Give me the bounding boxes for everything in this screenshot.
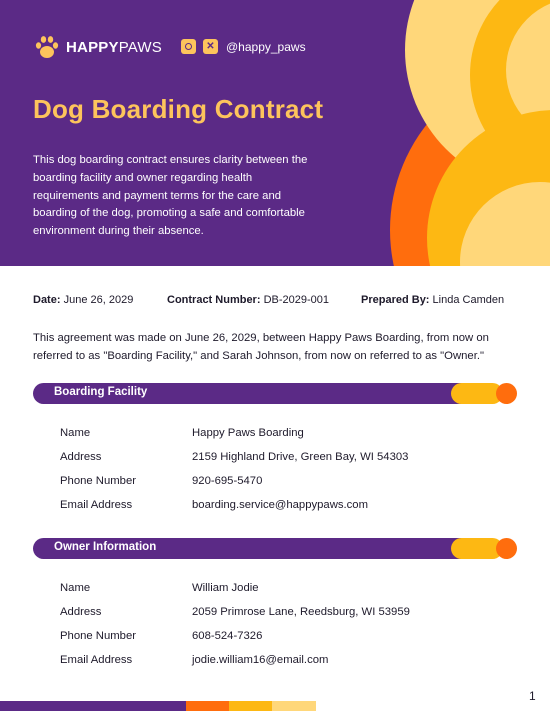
brand-logo[interactable]	[33, 33, 162, 61]
meta-date: Date: June 26, 2029	[33, 294, 134, 306]
x-icon[interactable]: ✕	[203, 39, 218, 54]
page-number: 1	[529, 689, 536, 703]
agreement-paragraph: This agreement was made on June 26, 2029, between Happy Paws Boarding, from now on referred to as "Boarding Facility," and Sarah Johnson, from now on referred to as "Owner."	[33, 332, 489, 362]
section-title: Owner Information	[54, 541, 157, 553]
brand-name: HAPPYPAWS	[66, 38, 162, 56]
meta-prepared-by: Prepared By: Linda Camden	[361, 294, 505, 306]
section-header-boarding-facility	[33, 383, 517, 404]
social-links	[181, 39, 306, 54]
intro-paragraph: This dog boarding contract ensures clarity between the boarding facility and owner regarding health requirements and payment terms for the care and boarding of the dog, promoting a safe and comfortable environment during their absence.	[33, 154, 308, 238]
meta-contract-number: Contract Number: DB-2029-001	[167, 294, 330, 306]
page-title: Dog Boarding Contract	[33, 94, 324, 124]
paw-icon	[33, 33, 61, 61]
header-banner	[0, 0, 550, 266]
social-handle[interactable]: @happy_paws	[226, 39, 306, 54]
section-title: Boarding Facility	[54, 386, 148, 398]
section-header-owner-information	[33, 538, 517, 559]
instagram-icon[interactable]	[181, 39, 196, 54]
